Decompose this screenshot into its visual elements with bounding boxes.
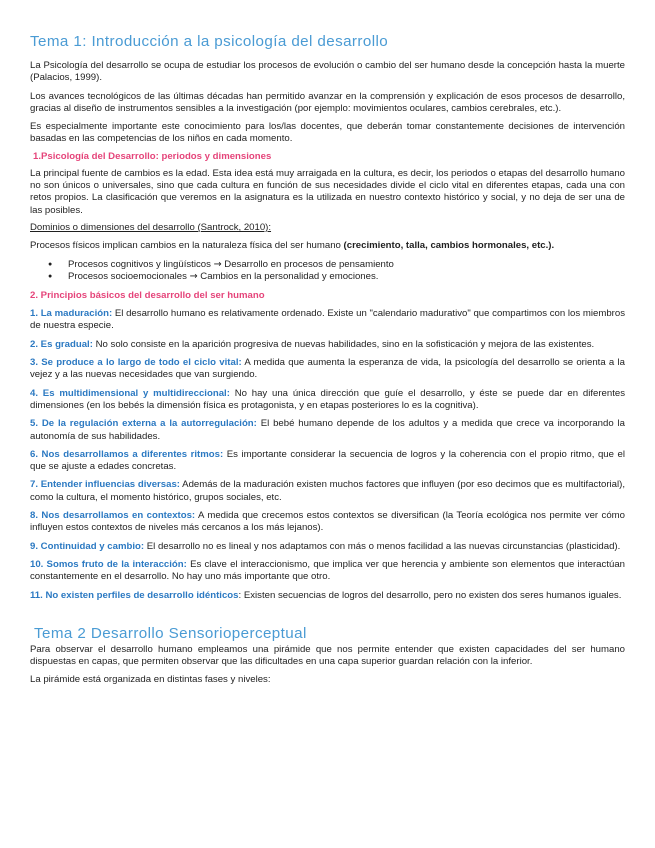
principle-text: : Existen secuencias de logros del desarrollo, pero no existen dos seres humanos iguales.: [238, 589, 622, 601]
principle-text: A medida que crecemos estos contextos se diversifican (la Teoría ecológica nos permite ver cómo influyen estos contextos de niveles más cercanos a los más lejanos).: [30, 510, 625, 534]
list-item: [68, 259, 625, 271]
principle-4: [30, 388, 625, 413]
tema2-paragraph-1: Para observar el desarrollo humano empleamos una pirámide que nos permite entender que existen capacidades del ser humano dispuestas en capas, que permiten observar que las dificultades en una capa superior guardan relación con la inferior.: [30, 643, 625, 668]
principle-9: [30, 541, 625, 553]
tema2-title: Tema 2 Desarrollo Sensorioperceptual: [34, 624, 307, 642]
principle-6: [30, 449, 625, 474]
principle-label: 8. Nos desarrollamos en contextos:: [30, 510, 196, 522]
principle-label: 6. Nos desarrollamos a diferentes ritmos:: [30, 448, 224, 460]
tema2-paragraph-2: La pirámide está organizada en distintas fases y niveles:: [30, 674, 271, 686]
document-page: [30, 32, 625, 687]
principle-label: 11. No existen perfiles de desarrollo idénticos: [30, 589, 239, 601]
section-1-title: 1.Psicología del Desarrollo: periodos y dimensiones: [33, 150, 272, 162]
principle-text: El bebé humano depende de los adultos y a medida que crece va incorporando la autonomía de sus habilidades.: [30, 418, 625, 442]
principle-1: [30, 308, 625, 333]
principle-text: No solo consiste en la aparición progresiva de nuevas habilidades, sino en la sofisticación y mejora de las existentes.: [92, 338, 595, 350]
tema1-paragraph-1: La Psicología del desarrollo se ocupa de estudiar los procesos de evolución o cambio del ser humano desde la concepción hasta la muerte (Palacios, 1999).: [30, 60, 625, 84]
principle-label: 9. Continuidad y cambio:: [30, 540, 145, 552]
dominios-heading: Dominios o dimensiones del desarrollo (Santrock, 2010):: [30, 221, 272, 233]
principle-8: [30, 510, 625, 535]
list-item: [68, 271, 625, 283]
principle-text: A medida que aumenta la esperanza de vida, la psicología del desarrollo se orienta a la vejez y a las nuevas necesidades que van surgiendo.: [30, 357, 625, 381]
dimensions-list: [30, 259, 625, 284]
section-1-paragraph: La principal fuente de cambios es la edad. Esta idea está muy arraigada en la cultura, es decir, los periodos o etapas del desarrollo humano no son únicos o universales, sino que cada cultura en función de sus necesidades divide el ciclo vital en diferentes etapas, cada una con retos propios. La clasificación que veremos en la asignatura es la utilizada en nuestro contexto histórico y social, y no deja de ser una de las posibles.: [30, 167, 625, 216]
principle-label: 4. Es multidimensional y multidireccional:: [30, 387, 230, 399]
tema1-title: Tema 1: Introducción a la psicología del desarrollo: [30, 33, 389, 50]
tema1-paragraph-3: Es especialmente importante este conocimiento para los/las docentes, que deberán tomar constantemente decisiones de intervención basadas en las competencias de los niños en cada momento.: [30, 121, 625, 145]
principle-text: El desarrollo humano es relativamente ordenado. Existe un "calendario madurativo" que compartimos con los miembros de nuestra especie.: [30, 308, 625, 332]
principle-text: No hay una única dirección que guíe el desarrollo, y éste se puede dar en diferentes dimensiones (en los bebés la dimensión física es protagonista, y en etapas posteriores lo es la cognitiva).: [30, 387, 625, 411]
principle-text: Es clave el interaccionismo, que implica ver que herencia y ambiente son elementos que interactúan constantemente en el desarrollo. No hay uno más importante que otro.: [30, 558, 625, 583]
tema1-paragraph-2: Los avances tecnológicos de las últimas décadas han permitido avanzar en la comprensión y explicación de esos procesos de desarrollo, gracias al diseño de instrumentos sensibles a la investigación (por ejemplo: movimientos oculares, cambios cerebrales, etc.).: [30, 90, 625, 114]
principle-text: Es importante considerar la secuencia de logros y la coherencia con el propio ritmo, que el que se ajuste a edades concretas.: [30, 448, 625, 473]
principle-text: El desarrollo no es lineal y nos adaptamos con más o menos facilidad a las nuevas circunstancias (plasticidad).: [144, 540, 621, 552]
bullet-text: Desarrollo en procesos de pensamiento: [221, 258, 394, 270]
principle-label: 7. Entender influencias diversas:: [30, 479, 180, 491]
principle-label: 2. Es gradual:: [30, 338, 93, 350]
principle-text: Además de la maduración existen muchos factores que influyen (por eso decimos que es multifactorial), como la cultura, el momento histórico, grupos sociales, etc.: [30, 479, 625, 503]
principle-label: 3. Se produce a lo largo de todo el ciclo vital:: [30, 357, 242, 369]
procesos-fisicos-plain: Procesos físicos implican cambios en la naturaleza física del ser humano: [30, 240, 344, 252]
arrow-right-icon: →: [213, 258, 222, 270]
section-2-title: 2. Principios básicos del desarrollo del ser humano: [30, 290, 265, 302]
procesos-fisicos-text: [30, 240, 625, 252]
principle-label: 1. La maduración:: [30, 308, 113, 320]
principle-5: [30, 418, 625, 443]
principle-11: [30, 590, 625, 602]
principle-3: [30, 357, 625, 382]
arrow-right-icon: →: [189, 270, 198, 282]
bullet-text: Procesos socioemocionales: [68, 270, 190, 282]
bullet-text: Procesos cognitivos y lingüísticos: [68, 258, 214, 270]
principle-2: [30, 339, 625, 351]
principle-10: [30, 559, 625, 584]
principle-label: 5. De la regulación externa a la autorregulación:: [30, 418, 257, 430]
bullet-text: Cambios en la personalidad y emociones.: [197, 270, 379, 282]
principle-7: [30, 479, 625, 504]
procesos-fisicos-bold: (crecimiento, talla, cambios hormonales, etc.).: [343, 240, 555, 252]
principle-label: 10. Somos fruto de la interacción:: [30, 558, 187, 570]
